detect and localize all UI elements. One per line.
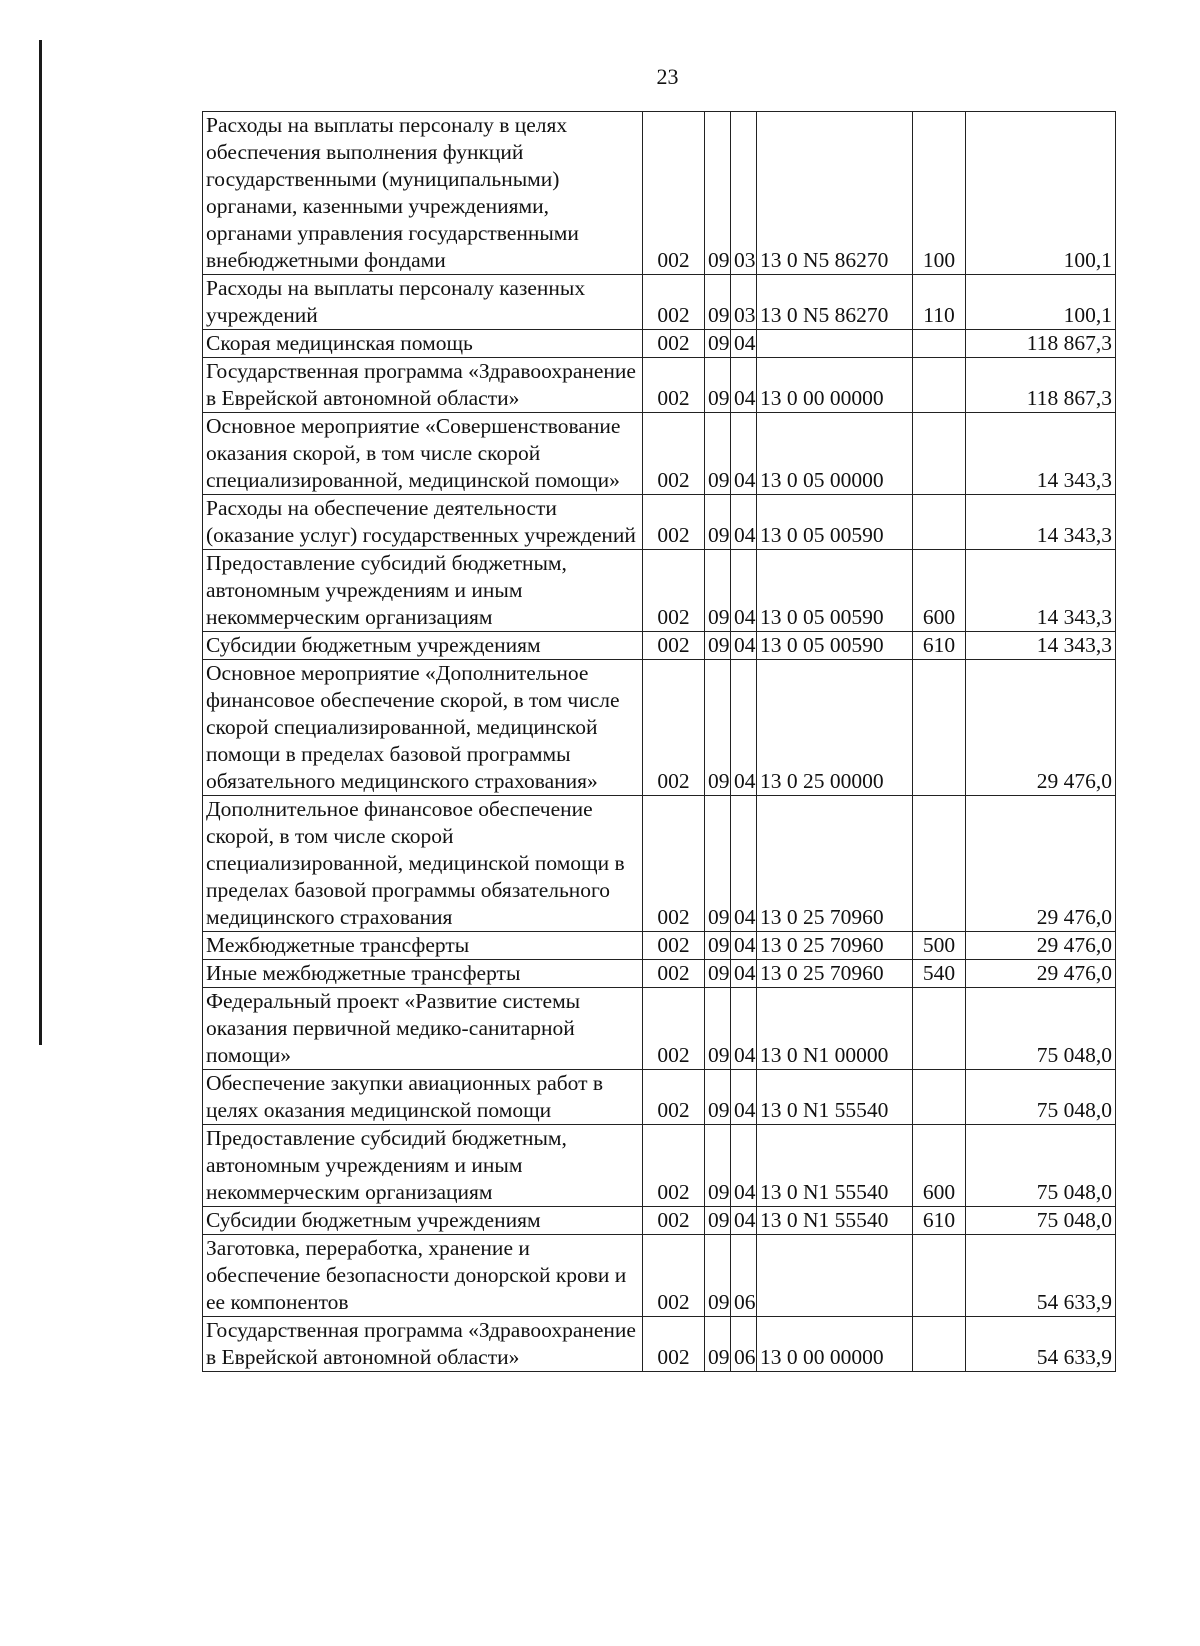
budget-table [202, 111, 1116, 1372]
row-name: Предоставление субсидий бюджетным, автономным учреждениям и иным некоммерческим организациям [203, 550, 643, 632]
section-code: 09 [705, 1207, 731, 1235]
row-sum: 100,1 [966, 275, 1116, 330]
article-code: 13 0 25 70960 [757, 960, 913, 988]
subsection-code: 06 [731, 1235, 757, 1317]
row-name: Основное мероприятие «Совершенствование оказания скорой, в том числе скорой специализированной, медицинской помощи» [203, 413, 643, 495]
expense-type-code: 600 [913, 550, 966, 632]
margin-line [39, 40, 42, 1045]
article-code: 13 0 N5 86270 [757, 112, 913, 275]
section-code: 09 [705, 275, 731, 330]
row-name: Расходы на обеспечение деятельности (оказание услуг) государственных учреждений [203, 495, 643, 550]
subsection-code: 04 [731, 1125, 757, 1207]
section-code: 09 [705, 112, 731, 275]
row-sum: 54 633,9 [966, 1317, 1116, 1372]
section-code: 09 [705, 988, 731, 1070]
table-row [203, 495, 1116, 550]
row-sum: 118 867,3 [966, 358, 1116, 413]
subsection-code: 04 [731, 413, 757, 495]
subsection-code: 04 [731, 632, 757, 660]
article-code: 13 0 05 00590 [757, 632, 913, 660]
article-code [757, 330, 913, 358]
row-sum: 75 048,0 [966, 988, 1116, 1070]
section-code: 09 [705, 330, 731, 358]
row-sum: 29 476,0 [966, 796, 1116, 932]
table-row [203, 632, 1116, 660]
row-sum: 75 048,0 [966, 1207, 1116, 1235]
subsection-code: 04 [731, 660, 757, 796]
article-code: 13 0 05 00590 [757, 495, 913, 550]
table-row [203, 1235, 1116, 1317]
table-row [203, 550, 1116, 632]
table-row [203, 1207, 1116, 1235]
admin-code: 002 [643, 796, 705, 932]
article-code: 13 0 N1 00000 [757, 988, 913, 1070]
article-code: 13 0 00 00000 [757, 358, 913, 413]
expense-type-code [913, 1317, 966, 1372]
table-row [203, 275, 1116, 330]
expense-type-code: 100 [913, 112, 966, 275]
table-body [203, 112, 1116, 1372]
article-code: 13 0 25 70960 [757, 796, 913, 932]
row-sum: 14 343,3 [966, 550, 1116, 632]
expense-type-code: 110 [913, 275, 966, 330]
table-row [203, 660, 1116, 796]
admin-code: 002 [643, 1317, 705, 1372]
section-code: 09 [705, 1317, 731, 1372]
row-name: Предоставление субсидий бюджетным, автономным учреждениям и иным некоммерческим организациям [203, 1125, 643, 1207]
subsection-code: 04 [731, 932, 757, 960]
section-code: 09 [705, 932, 731, 960]
table-row [203, 1317, 1116, 1372]
row-sum: 14 343,3 [966, 632, 1116, 660]
expense-type-code: 540 [913, 960, 966, 988]
row-name: Субсидии бюджетным учреждениям [203, 1207, 643, 1235]
admin-code: 002 [643, 495, 705, 550]
table-row [203, 932, 1116, 960]
expense-type-code: 610 [913, 632, 966, 660]
subsection-code: 04 [731, 358, 757, 413]
section-code: 09 [705, 413, 731, 495]
article-code: 13 0 N5 86270 [757, 275, 913, 330]
admin-code: 002 [643, 330, 705, 358]
table-row [203, 330, 1116, 358]
admin-code: 002 [643, 988, 705, 1070]
subsection-code: 04 [731, 1070, 757, 1125]
expense-type-code [913, 358, 966, 413]
row-name: Основное мероприятие «Дополнительное финансовое обеспечение скорой, в том числе скорой специализированной, медицинской помощи в пределах базовой программы обязательного медицинского страхования» [203, 660, 643, 796]
admin-code: 002 [643, 1207, 705, 1235]
section-code: 09 [705, 796, 731, 932]
expense-type-code [913, 660, 966, 796]
article-code: 13 0 N1 55540 [757, 1070, 913, 1125]
subsection-code: 04 [731, 1207, 757, 1235]
section-code: 09 [705, 495, 731, 550]
expense-type-code: 600 [913, 1125, 966, 1207]
table-row [203, 796, 1116, 932]
article-code: 13 0 25 00000 [757, 660, 913, 796]
admin-code: 002 [643, 1235, 705, 1317]
row-name: Дополнительное финансовое обеспечение скорой, в том числе скорой специализированной, медицинской помощи в пределах базовой программы обязательного медицинского страхования [203, 796, 643, 932]
article-code: 13 0 00 00000 [757, 1317, 913, 1372]
row-name: Скорая медицинская помощь [203, 330, 643, 358]
admin-code: 002 [643, 358, 705, 413]
subsection-code: 04 [731, 960, 757, 988]
row-name: Иные межбюджетные трансферты [203, 960, 643, 988]
table-row [203, 1070, 1116, 1125]
subsection-code: 04 [731, 330, 757, 358]
row-sum: 29 476,0 [966, 932, 1116, 960]
admin-code: 002 [643, 550, 705, 632]
expense-type-code [913, 796, 966, 932]
table-row [203, 112, 1116, 275]
article-code: 13 0 25 70960 [757, 932, 913, 960]
subsection-code: 04 [731, 988, 757, 1070]
admin-code: 002 [643, 112, 705, 275]
table-row [203, 358, 1116, 413]
article-code: 13 0 N1 55540 [757, 1207, 913, 1235]
admin-code: 002 [643, 1125, 705, 1207]
row-sum: 100,1 [966, 112, 1116, 275]
expense-type-code [913, 988, 966, 1070]
section-code: 09 [705, 1125, 731, 1207]
expense-type-code: 610 [913, 1207, 966, 1235]
subsection-code: 04 [731, 796, 757, 932]
table-row [203, 1125, 1116, 1207]
section-code: 09 [705, 550, 731, 632]
row-sum: 14 343,3 [966, 495, 1116, 550]
table-row [203, 960, 1116, 988]
section-code: 09 [705, 1070, 731, 1125]
expense-type-code [913, 495, 966, 550]
article-code: 13 0 05 00000 [757, 413, 913, 495]
table-row [203, 413, 1116, 495]
admin-code: 002 [643, 960, 705, 988]
article-code [757, 1235, 913, 1317]
expense-type-code [913, 1070, 966, 1125]
admin-code: 002 [643, 275, 705, 330]
row-sum: 75 048,0 [966, 1125, 1116, 1207]
page-number: 23 [656, 64, 679, 89]
row-name: Расходы на выплаты персоналу казенных учреждений [203, 275, 643, 330]
row-sum: 54 633,9 [966, 1235, 1116, 1317]
article-code: 13 0 05 00590 [757, 550, 913, 632]
section-code: 09 [705, 960, 731, 988]
subsection-code: 06 [731, 1317, 757, 1372]
row-name: Заготовка, переработка, хранение и обеспечение безопасности донорской крови и ее компонентов [203, 1235, 643, 1317]
subsection-code: 04 [731, 550, 757, 632]
admin-code: 002 [643, 660, 705, 796]
admin-code: 002 [643, 1070, 705, 1125]
section-code: 09 [705, 1235, 731, 1317]
row-name: Расходы на выплаты персоналу в целях обеспечения выполнения функций государственными (муниципальными) органами, казенными учреждениями, органами управления государственными внебюджетными фондами [203, 112, 643, 275]
section-code: 09 [705, 358, 731, 413]
subsection-code: 03 [731, 275, 757, 330]
row-sum: 29 476,0 [966, 960, 1116, 988]
expense-type-code [913, 330, 966, 358]
row-sum: 29 476,0 [966, 660, 1116, 796]
admin-code: 002 [643, 932, 705, 960]
row-name: Федеральный проект «Развитие системы оказания первичной медико-санитарной помощи» [203, 988, 643, 1070]
section-code: 09 [705, 660, 731, 796]
expense-type-code [913, 413, 966, 495]
row-sum: 118 867,3 [966, 330, 1116, 358]
article-code: 13 0 N1 55540 [757, 1125, 913, 1207]
expense-type-code: 500 [913, 932, 966, 960]
subsection-code: 03 [731, 112, 757, 275]
row-sum: 14 343,3 [966, 413, 1116, 495]
row-sum: 75 048,0 [966, 1070, 1116, 1125]
row-name: Обеспечение закупки авиационных работ в целях оказания медицинской помощи [203, 1070, 643, 1125]
row-name: Государственная программа «Здравоохранение в Еврейской автономной области» [203, 358, 643, 413]
subsection-code: 04 [731, 495, 757, 550]
admin-code: 002 [643, 632, 705, 660]
row-name: Субсидии бюджетным учреждениям [203, 632, 643, 660]
admin-code: 002 [643, 413, 705, 495]
expense-type-code [913, 1235, 966, 1317]
section-code: 09 [705, 632, 731, 660]
row-name: Государственная программа «Здравоохранение в Еврейской автономной области» [203, 1317, 643, 1372]
table-row [203, 988, 1116, 1070]
row-name: Межбюджетные трансферты [203, 932, 643, 960]
